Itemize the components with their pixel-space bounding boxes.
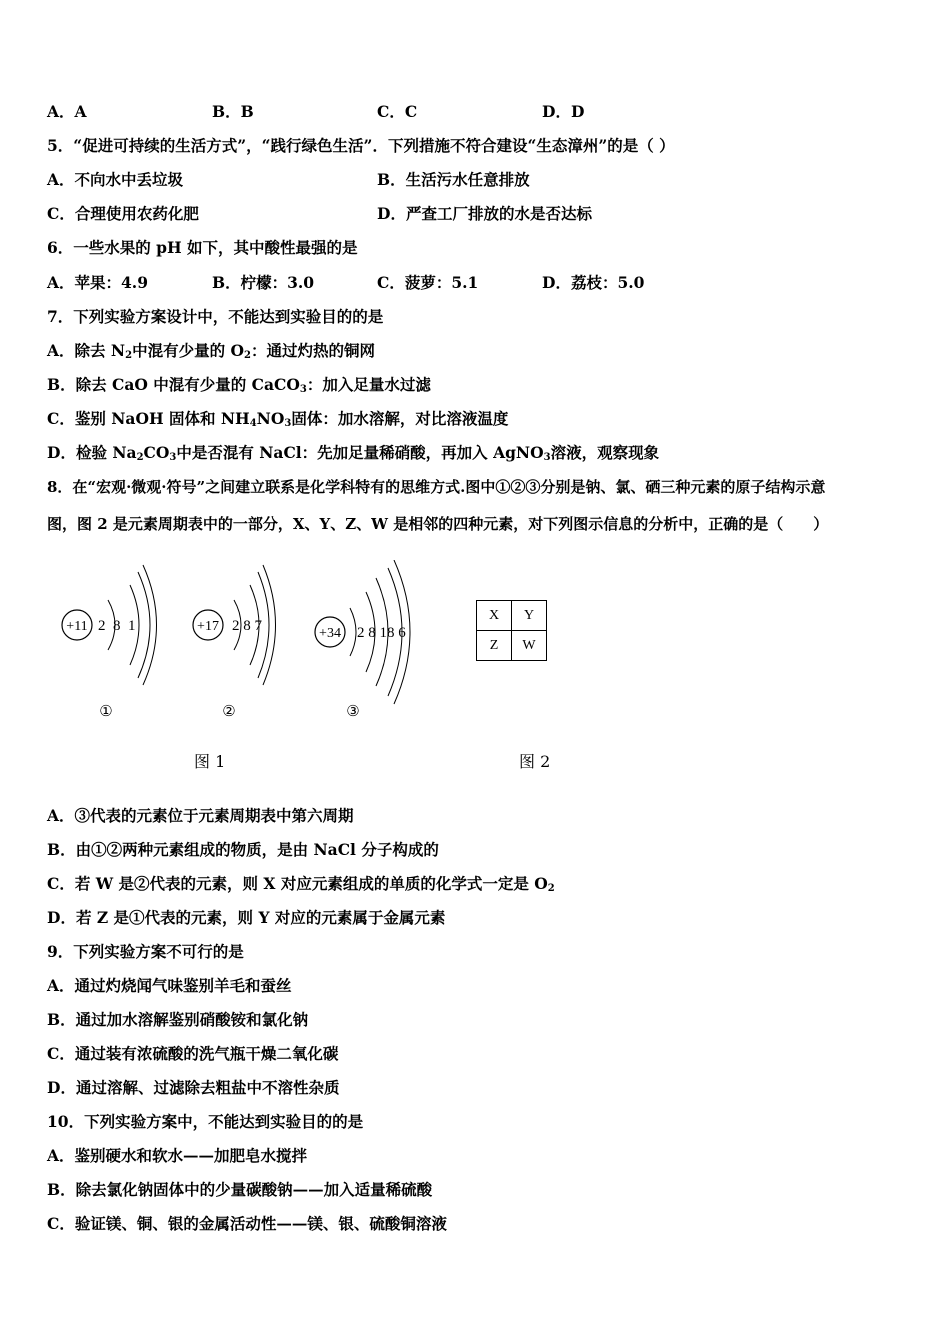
atom-sodium-diagram — [62, 565, 157, 720]
atom-sodium-label: ① — [99, 704, 113, 720]
atom-selenium-electrons: 2 8 18 6 — [357, 625, 406, 641]
q6-option-d: D．荔枝：5.0 — [542, 273, 645, 292]
q7-option-c: C．鉴别 NaOH 固体和 $NH_4NO_3$固体：加水溶解，对比溶液温度 — [47, 409, 509, 429]
q5-option-c: C．合理使用农药化肥 — [47, 204, 199, 223]
q8-stem-line2: 图，图 2 是元素周期表中的一部分，X、Y、Z、W 是相邻的四种元素，对下列图示信息的分析中，正确的是（ ） — [47, 515, 829, 533]
atom-chlorine-diagram — [193, 565, 276, 720]
atom-sodium-nucleus: +11 — [66, 619, 88, 634]
q8-option-d: D．若 Z 是①代表的元素，则 Y 对应的元素属于金属元素 — [47, 908, 446, 927]
q6-option-a: A．苹果：4.9 — [47, 273, 148, 292]
q4-option-c: C．C — [377, 102, 418, 121]
cell-w: W — [512, 631, 547, 661]
periodic-table-fragment — [476, 600, 547, 661]
cell-y: Y — [512, 601, 547, 631]
q10-option-c: C．验证镁、铜、银的金属活动性——镁、银、硫酸铜溶液 — [47, 1214, 447, 1233]
q10-option-a: A．鉴别硬水和软水——加肥皂水搅拌 — [47, 1146, 308, 1165]
atom-structure-figure — [50, 560, 480, 730]
atom-chlorine-electrons: 2 8 7 — [232, 618, 262, 634]
q4-option-b: B．B — [212, 102, 254, 121]
cell-x: X — [477, 601, 512, 631]
cell-z: Z — [477, 631, 512, 661]
q9-stem: 9．下列实验方案不可行的是 — [47, 942, 244, 961]
atom-chlorine-nucleus: +17 — [197, 619, 219, 634]
figure2-caption: 图 2 — [519, 752, 551, 771]
q9-option-a: A．通过灼烧闻气味鉴别羊毛和蚕丝 — [47, 976, 292, 995]
atom-chlorine-label: ② — [222, 704, 236, 720]
atom-sodium-electrons: 2 8 1 — [98, 618, 136, 634]
q5-option-d: D．严查工厂排放的水是否达标 — [377, 204, 592, 223]
atom-selenium-nucleus: +34 — [319, 626, 341, 641]
q8-stem-line1: 8．在“宏观·微观·符号”之间建立联系是化学科特有的思维方式.图中①②③分别是钠、氯、硒三种元素的原子结构示意 — [47, 478, 826, 496]
q5-option-a: A．不向水中丢垃圾 — [47, 170, 184, 189]
q6-stem: 6．一些水果的 pH 如下，其中酸性最强的是 — [47, 238, 358, 257]
q10-stem: 10．下列实验方案中，不能达到实验目的的是 — [47, 1112, 364, 1131]
q8-option-b: B．由①②两种元素组成的物质，是由 NaCl 分子构成的 — [47, 840, 439, 859]
q7-option-d: D．检验 $Na_2CO_3$中是否混有 NaCl：先加足量稀硝酸，再加入 AgNO$_3$溶液，观察现象 — [47, 443, 660, 463]
atom-selenium-label: ③ — [346, 704, 360, 720]
q5-option-b: B．生活污水任意排放 — [377, 170, 530, 189]
q6-option-c: C．菠萝：5.1 — [377, 273, 479, 292]
q4-option-a: A．A — [47, 102, 87, 121]
q9-option-c: C．通过装有浓硫酸的洗气瓶干燥二氧化碳 — [47, 1044, 339, 1063]
q5-stem: 5．“促进可持续的生活方式”，“践行绿色生活”．下列措施不符合建设“生态漳州”的是（ ） — [47, 136, 675, 155]
q7-option-b: B．除去 CaO 中混有少量的 CaCO$_3$：加入足量水过滤 — [47, 375, 431, 395]
q6-option-b: B．柠檬：3.0 — [212, 273, 315, 292]
q8-option-a: A．③代表的元素位于元素周期表中第六周期 — [47, 806, 354, 825]
q10-option-b: B．除去氯化钠固体中的少量碳酸钠——加入适量稀硫酸 — [47, 1180, 433, 1199]
q9-option-b: B．通过加水溶解鉴别硝酸铵和氯化钠 — [47, 1010, 309, 1029]
q7-stem: 7．下列实验方案设计中，不能达到实验目的的是 — [47, 307, 384, 326]
q9-option-d: D．通过溶解、过滤除去粗盐中不溶性杂质 — [47, 1078, 340, 1097]
q4-option-d: D．D — [542, 102, 585, 121]
q7-option-a: A．除去 $N_2$中混有少量的 $O_2$：通过灼热的铜网 — [47, 341, 375, 361]
q8-option-c: C．若 W 是②代表的元素，则 X 对应元素组成的单质的化学式一定是 $O_2$ — [47, 874, 555, 894]
figure1-caption: 图 1 — [194, 752, 226, 771]
atom-selenium-diagram — [315, 560, 410, 720]
